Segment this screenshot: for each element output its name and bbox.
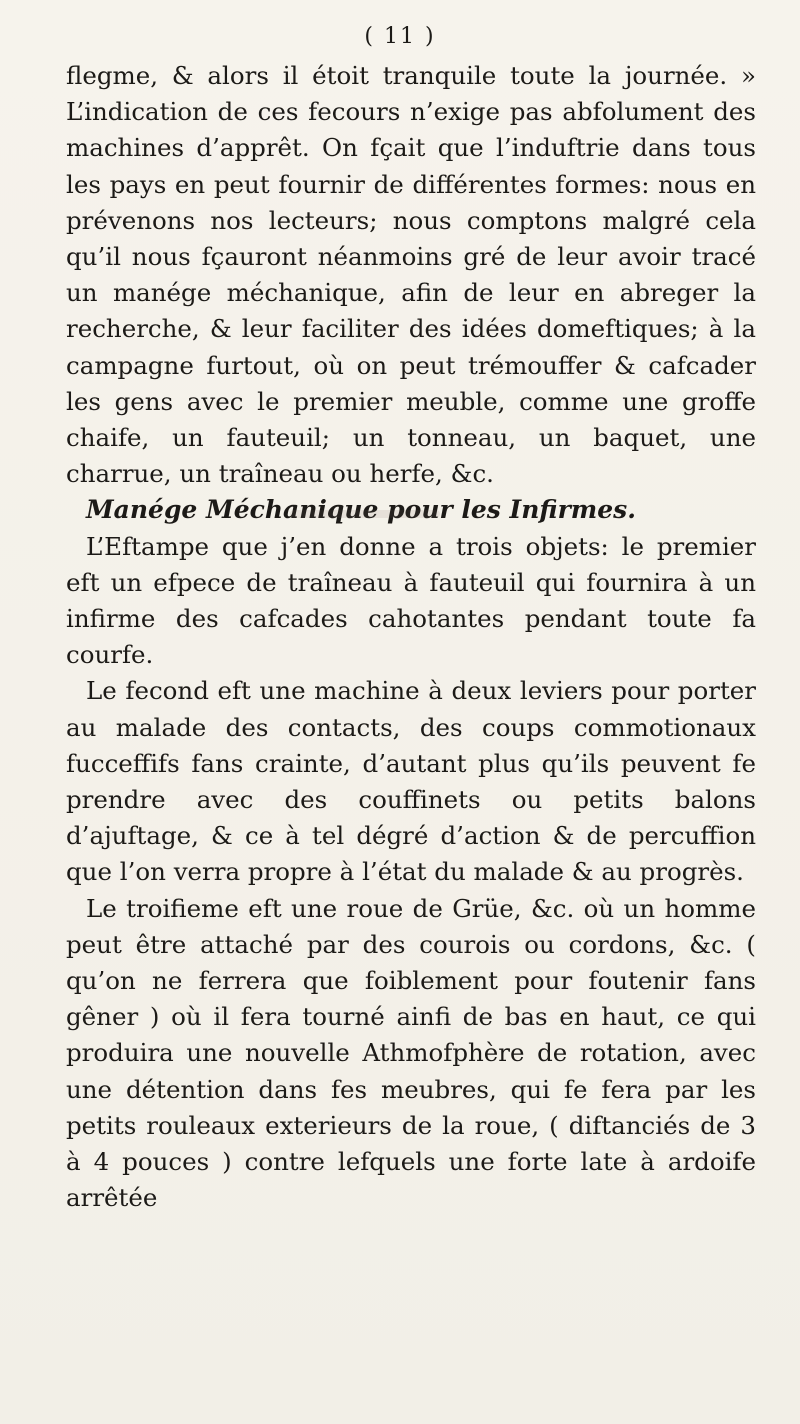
paragraph-second-machine: Le fecond eft une machine à deux leviers pour porter au malade des contacts, des coups commotionaux fucceffifs fans crainte, d’autant plus qu’ils peuvent fe prendre avec des couffinets ou petits balons d’ajuftage, & ce à tel dégré d’action & de percuffion que l’on verra propre à l’état du malade & au progrès. — [66, 676, 756, 887]
body-text — [66, 58, 756, 1217]
paragraph-continuation: flegme, & alors il étoit tranquile toute la journée. » L’indication de ces fecours n’exige pas abfolument des machines d’apprêt. On fçait que l’induftrie dans tous les pays en peut fournir de différentes formes: nous en prévenons nos lecteurs; nous comptons malgré cela qu’il nous fçauront néanmoins gré de leur avoir tracé un manége méchanique, afin de leur en abreger la recherche, & leur faciliter des idées domeftiques; à la campagne furtout, où on peut trémouffer & cafcader les gens avec le premier meuble, comme une groffe chaife, un fauteuil; un tonneau, un baquet, une charrue, un traîneau ou herfe, &c. — [66, 61, 756, 489]
paragraph-estampe: L’Eftampe que j’en donne a trois objets: le premier eft un efpece de traîneau à fauteuil qui fournira à un infirme des cafcades cahotantes pendant toute fa courfe. — [66, 531, 756, 670]
page-number: ( 11 ) — [364, 24, 436, 49]
paper-stain — [290, 510, 440, 518]
paragraph-third-machine: Le troifieme eft une roue de Grüe, &c. où un homme peut être attaché par des courois ou cordons, &c. ( qu’on ne ferrera que foiblement pour foutenir fans gêner ) où il fera tourné ainfi de bas en haut, ce qui produira une nouvelle Athmofphère de rotation, avec une détention dans fes meubres, qui fe fera par les petits rouleaux exterieurs de la roue, ( diftanciés de 3 à 4 pouces ) contre lefquels une forte late à ardoife arrêtée — [66, 893, 756, 1213]
section-heading: Manége Méchanique pour les Infirmes. — [86, 495, 636, 525]
